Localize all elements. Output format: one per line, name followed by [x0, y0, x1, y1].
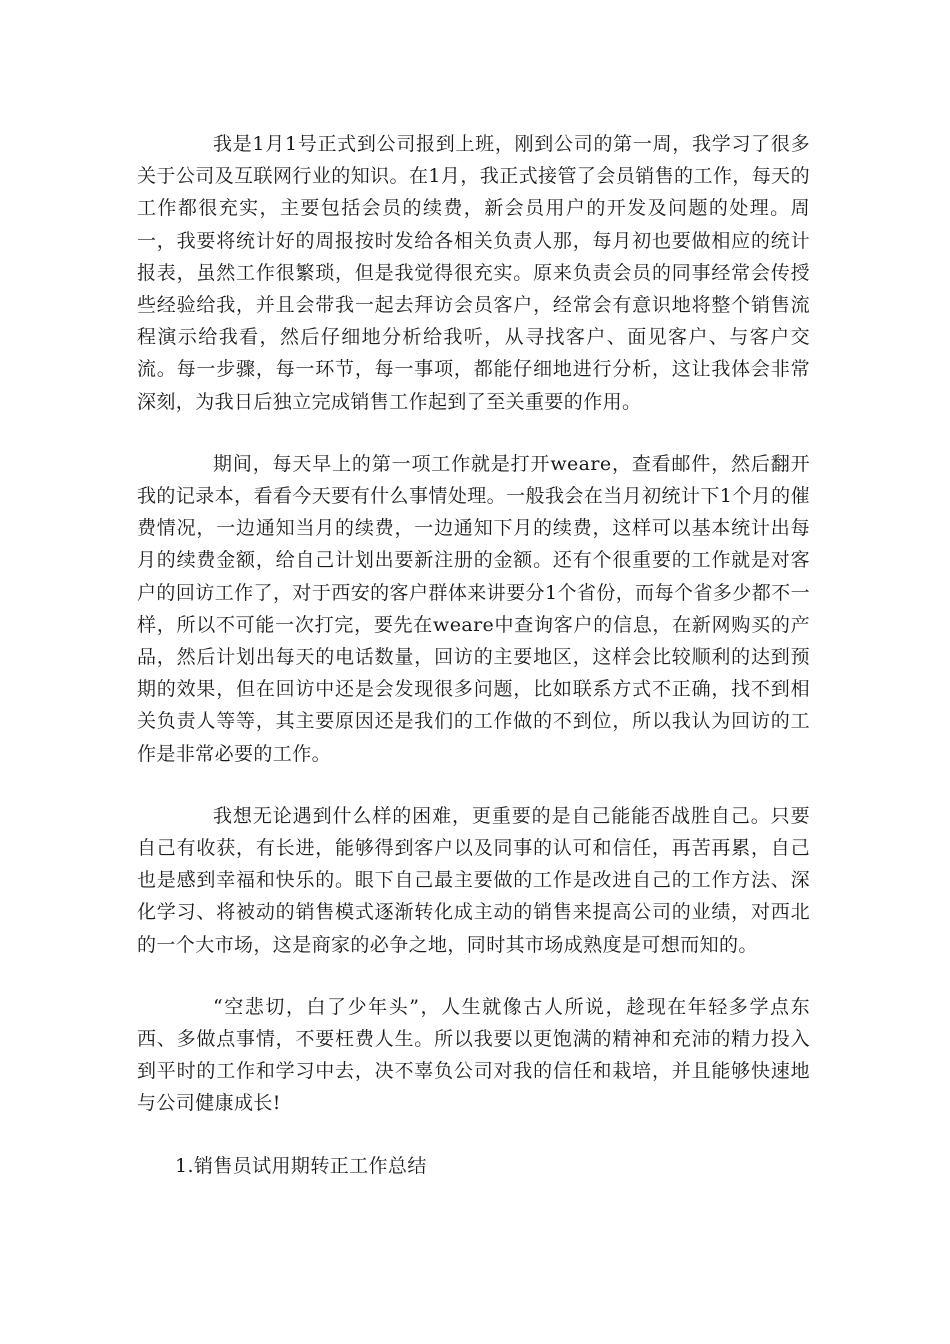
paragraph-1: 我是1月1号正式到公司报到上班，刚到公司的第一周，我学习了很多关于公司及互联网行业的知识。在1月，我正式接管了会员销售的工作，每天的工作都很充实，主要包括会员的续费，新会员用户的开发及问题的处理。周一，我要将统计好的周报按时发给各相关负责人那，每月初也要做相应的统计报表，虽然工作很繁琐，但是我觉得很充实。原来负责会员的同事经常会传授些经验给我，并且会带我一起去拜访会员客户，经常会有意识地将整个销售流程演示给我看，然后仔细地分析给我听，从寻找客户、面见客户、与客户交流。每一步骤，每一环节，每一事项，都能仔细地进行分析，这让我体会非常深刻，为我日后独立完成销售工作起到了至关重要的作用。 — [137, 133, 810, 413]
paragraph-4: “空悲切，白了少年头”，人生就像古人所说，趁现在年轻多学点东西、多做点事情，不要枉费人生。所以我要以更饱满的精神和充沛的精力投入到平时的工作和学习中去，决不辜负公司对我的信任和栽培，并且能够快速地与公司健康成长! — [137, 995, 810, 1115]
document-body — [137, 128, 810, 1182]
paragraph-3: 我想无论遇到什么样的困难，更重要的是自己能能否战胜自己。只要自己有收获，有长进，能够得到客户以及同事的认可和信任，再苦再累，自己也是感到幸福和快乐的。眼下自己最主要做的工作是改进自己的工作方法、深化学习、将被动的销售模式逐渐转化成主动的销售来提高公司的业绩，对西北的一个大市场，这是商家的必争之地，同时其市场成熟度是可想而知的。 — [137, 804, 810, 956]
paragraph-2: 期间，每天早上的第一项工作就是打开weare，查看邮件，然后翻开我的记录本，看看今天要有什么事情处理。一般我会在当月初统计下1个月的催费情况，一边通知当月的续费，一边通知下月的续费，这样可以基本统计出每月的续费金额，给自己计划出要新注册的金额。还有个很重要的工作就是对客户的回访工作了，对于西安的客户群体来讲要分1个省份，而每个省多少都不一样，所以不可能一次打完，要先在weare中查询客户的信息，在新网购买的产品，然后计划出每天的电话数量，回访的主要地区，这样会比较顺利的达到预期的效果，但在回访中还是会发现很多问题，比如联系方式不正确，找不到相关负责人等等，其主要原因还是我们的工作做的不到位，所以我认为回访的工作是非常必要的工作。 — [137, 452, 810, 765]
list-item-1: 1.销售员试用期转正工作总结 — [175, 1154, 427, 1177]
